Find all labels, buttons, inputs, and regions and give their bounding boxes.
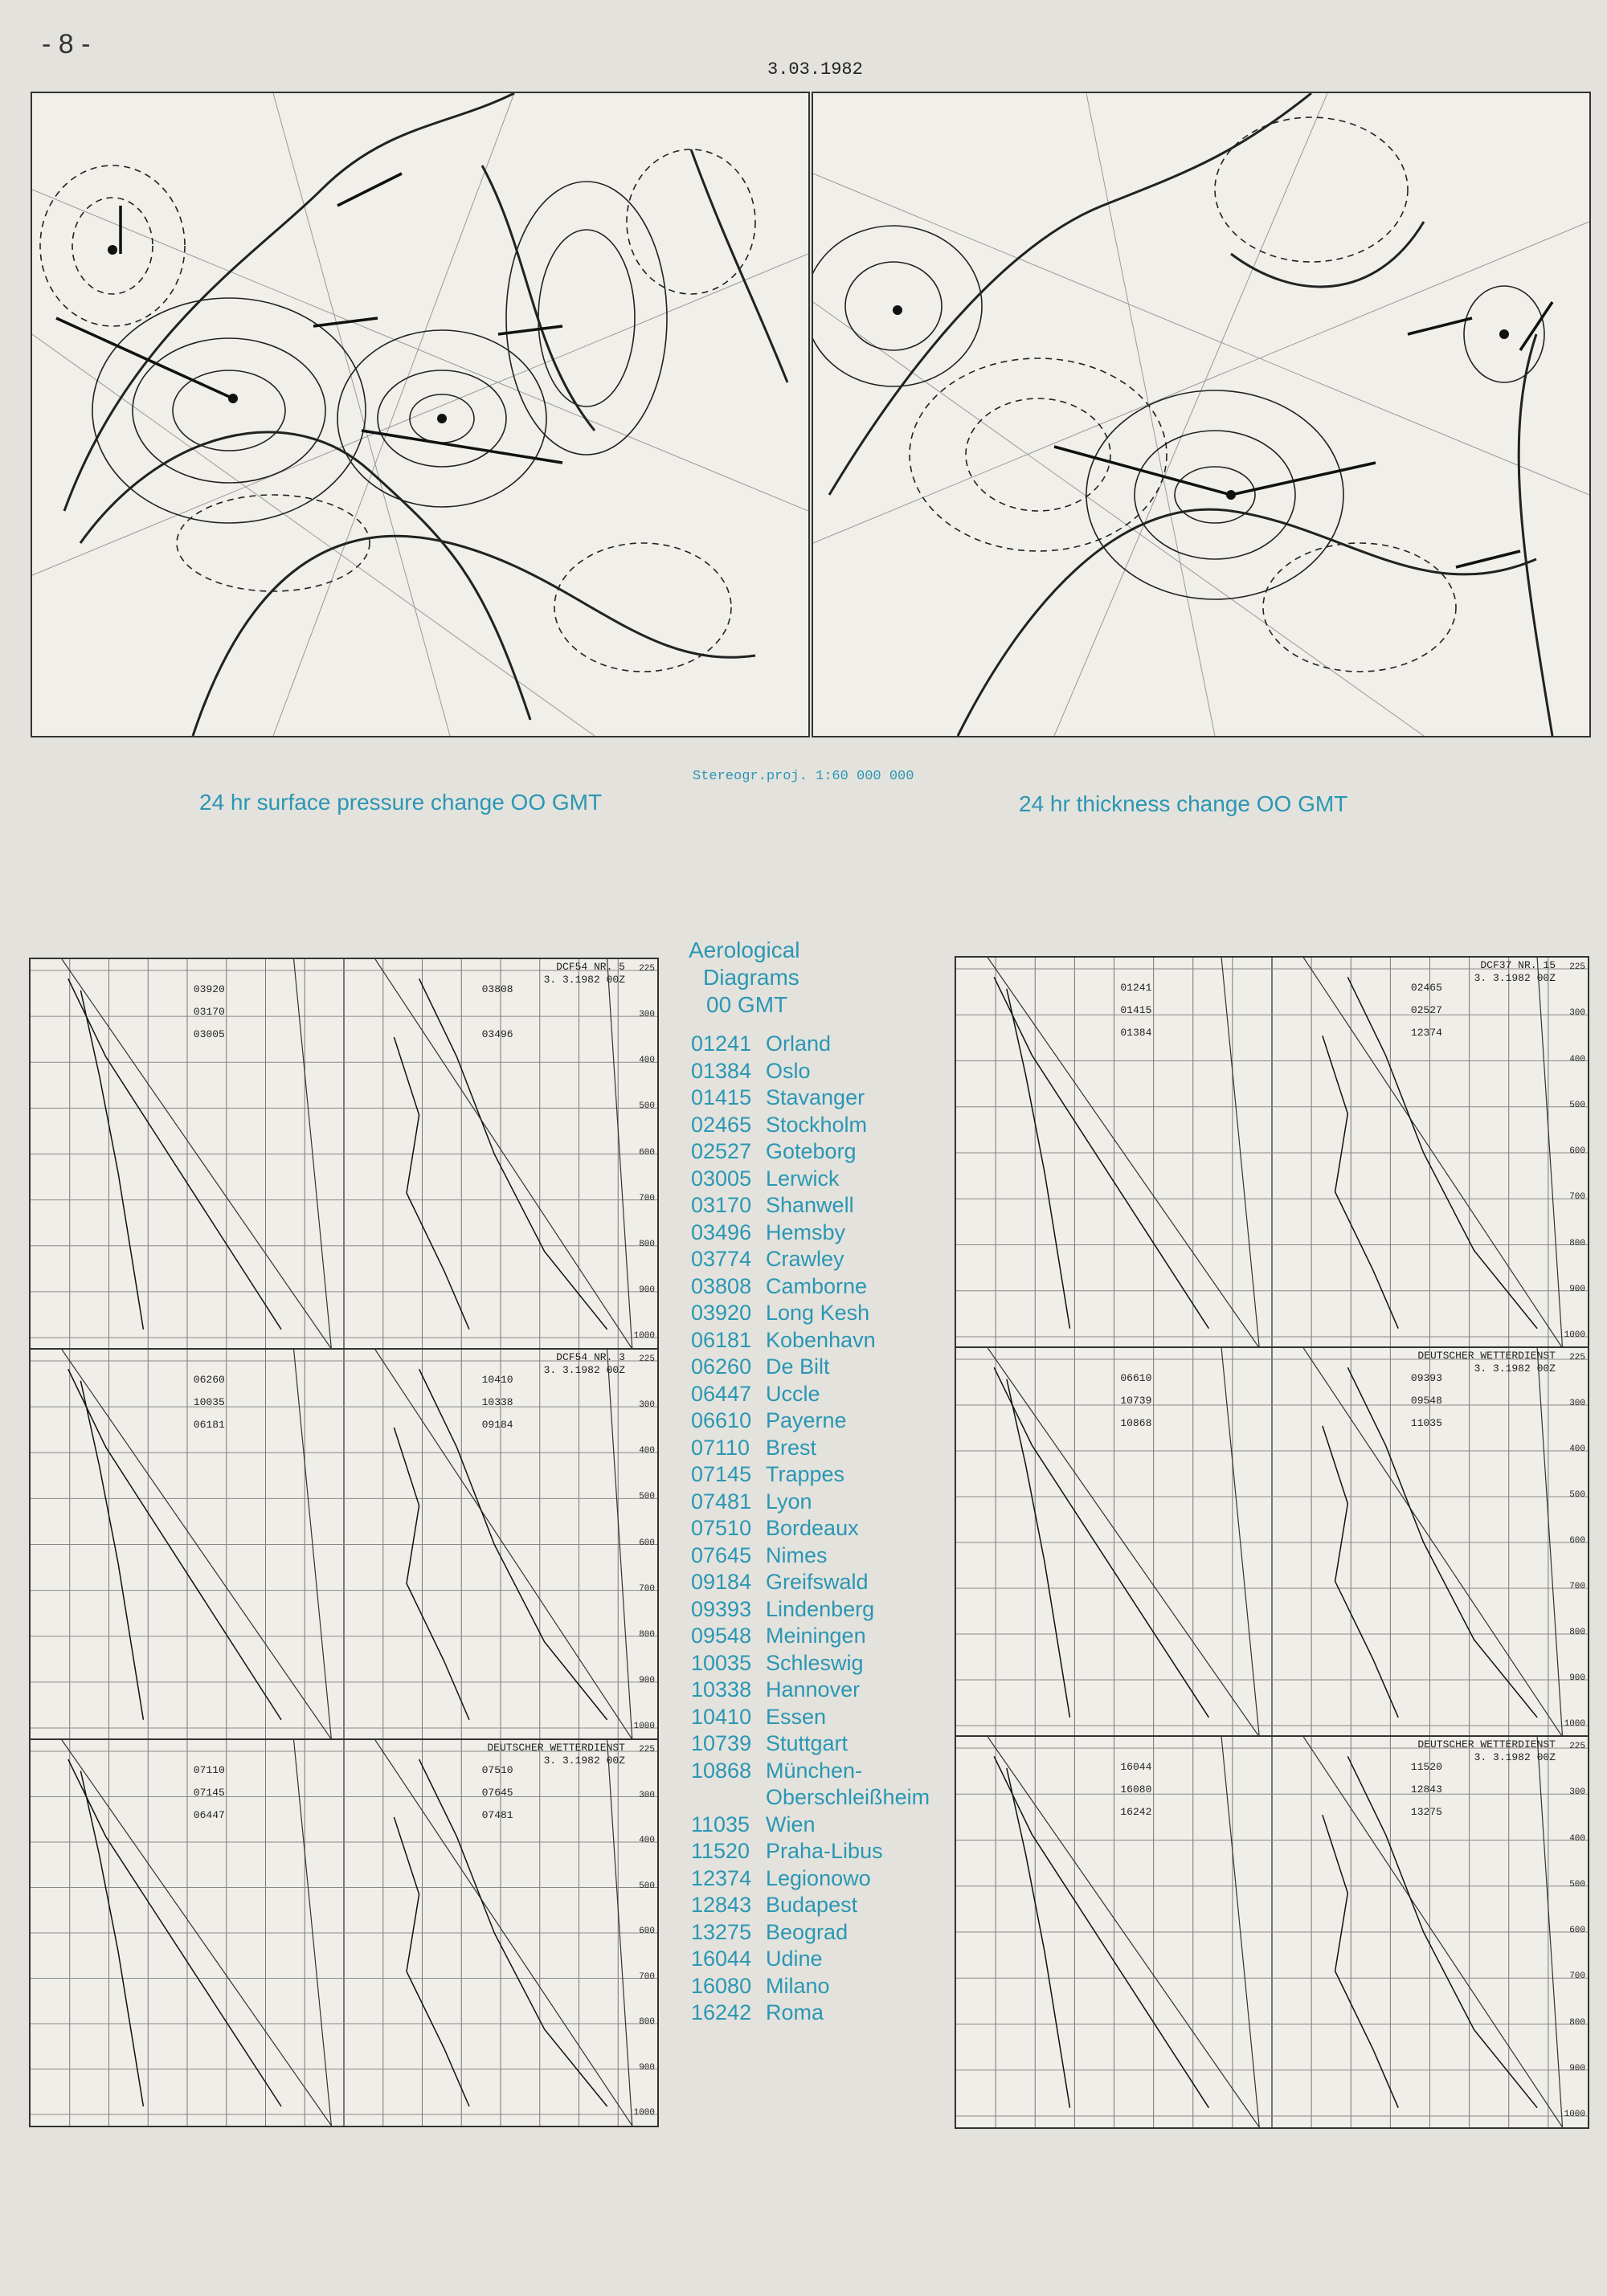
station-name: Lindenberg	[766, 1596, 875, 1621]
station-list-item	[691, 1300, 930, 1327]
station-code: 09184	[691, 1570, 752, 1594]
station-name: Lerwick	[766, 1166, 840, 1191]
station-name: München-	[766, 1758, 863, 1783]
station-name: Roma	[766, 2000, 824, 2024]
station-list-item	[691, 1085, 930, 1112]
station-code: 12843	[691, 1893, 752, 1917]
diagram-date: 3. 3.1982 00Z	[543, 1364, 625, 1376]
station-code: 06181	[691, 1327, 752, 1352]
diagram-station-id: 07110	[193, 1764, 225, 1776]
station-name: Kobenhavn	[766, 1327, 876, 1352]
station-name: Meiningen	[766, 1624, 866, 1648]
station-name: Bordeaux	[766, 1516, 859, 1540]
pressure-level-label: 400	[639, 1836, 655, 1845]
diagram-station-id: 01415	[1120, 1004, 1152, 1016]
diagram-station-id: 07645	[481, 1787, 513, 1799]
station-code: 09393	[691, 1596, 752, 1621]
pressure-level-label: 800	[1569, 1628, 1585, 1637]
diagram-header: DEUTSCHER WETTERDIENST	[1417, 1738, 1556, 1751]
pressure-level-label: 225	[639, 1354, 655, 1364]
surface-pressure-change-map	[31, 92, 810, 737]
diagram-station-id: 11035	[1410, 1417, 1442, 1429]
station-code: 07145	[691, 1462, 752, 1486]
station-code: 03774	[691, 1247, 752, 1271]
pressure-level-label: 700	[1569, 1192, 1585, 1203]
diagram-header: DCF37 NR. 15	[1480, 959, 1556, 971]
station-name: Beograd	[766, 1919, 848, 1944]
diagram-station-id: 06260	[193, 1374, 225, 1386]
pressure-level-label: 1000	[633, 1331, 655, 1341]
diagram-station-id: 10035	[193, 1396, 225, 1408]
pressure-level-label: 400	[1569, 1054, 1585, 1064]
station-code: 07510	[691, 1516, 752, 1540]
diagram-station-id: 06610	[1120, 1372, 1152, 1384]
pressure-level-label: 1000	[1564, 1719, 1585, 1729]
pressure-level-label: 800	[639, 2017, 655, 2027]
diagram-station-id: 11520	[1410, 1761, 1442, 1773]
diagram-station-id: 03920	[193, 983, 225, 995]
station-code: 11035	[691, 1812, 750, 1836]
diagram-station-id: 10338	[481, 1396, 513, 1408]
station-name: Praha-Libus	[766, 1839, 883, 1863]
pressure-level-label: 500	[1569, 1879, 1585, 1890]
station-list-item	[691, 1515, 930, 1542]
station-code: 03496	[691, 1219, 752, 1244]
diagram-station-id: 09548	[1410, 1395, 1442, 1407]
station-name: Stavanger	[766, 1085, 865, 1109]
pressure-level-label: 225	[1569, 1353, 1585, 1362]
station-name: Stuttgart	[766, 1731, 848, 1755]
station-name: Milano	[766, 1973, 830, 1998]
diagram-date: 3. 3.1982 00Z	[1474, 972, 1556, 984]
pressure-level-label: 1000	[633, 1722, 655, 1731]
station-code: 12374	[691, 1865, 752, 1890]
pressure-level-label: 700	[639, 1193, 655, 1203]
diagram-station-id: 10410	[481, 1374, 513, 1386]
left-map-caption: 24 hr surface pressure change OO GMT	[199, 790, 603, 815]
station-list-item	[691, 1838, 930, 1865]
pressure-level-label: 900	[639, 1675, 655, 1685]
pressure-level-label: 500	[639, 1101, 655, 1112]
station-list-item	[691, 1489, 930, 1516]
station-list-item	[691, 1407, 930, 1435]
station-name: Uccle	[766, 1381, 820, 1406]
pressure-level-label: 500	[639, 1492, 655, 1502]
station-code: 16044	[691, 1947, 752, 1971]
station-code: 10035	[691, 1650, 752, 1675]
pressure-level-label: 300	[1569, 1008, 1585, 1019]
diagram-header: DCF54 NR. 5	[556, 961, 625, 973]
aerological-diagram-panel	[955, 956, 1589, 1350]
station-list-item	[691, 1865, 930, 1893]
station-list-item	[691, 1138, 930, 1166]
station-name: Oslo	[766, 1058, 811, 1083]
projection-note: Stereogr.proj. 1:60 000 000	[693, 769, 914, 784]
station-code: 16080	[691, 1973, 752, 1998]
diagram-station-id: 02465	[1410, 982, 1442, 994]
station-name: Hemsby	[766, 1219, 846, 1244]
station-list-item	[691, 1246, 930, 1273]
diagram-station-id: 03170	[193, 1006, 225, 1018]
station-list-item	[691, 1435, 930, 1462]
station-code: 06447	[691, 1381, 752, 1406]
thickness-change-map	[812, 92, 1591, 737]
pressure-level-label: 1000	[1564, 2110, 1585, 2119]
diagram-grid	[31, 959, 657, 1349]
diagram-grid	[31, 1740, 657, 2126]
station-name: Nimes	[766, 1542, 828, 1567]
station-list-item	[691, 1542, 930, 1570]
station-list-item	[691, 1812, 930, 1839]
station-list-item	[691, 1461, 930, 1489]
pressure-level-label: 400	[1569, 1444, 1585, 1454]
pressure-level-label: 300	[639, 1400, 655, 1411]
diagram-station-id: 07481	[481, 1809, 513, 1821]
station-list-item	[691, 1892, 930, 1919]
pressure-level-label: 400	[639, 1446, 655, 1456]
station-list-item	[691, 1650, 930, 1677]
pressure-level-label: 225	[1569, 1742, 1585, 1751]
station-list-item	[691, 1273, 930, 1301]
page-number: - 8 -	[42, 29, 91, 59]
station-code: 09548	[691, 1624, 752, 1648]
station-list-item	[691, 1596, 930, 1624]
station-code: 13275	[691, 1919, 752, 1944]
diagram-station-id: 16044	[1120, 1761, 1152, 1773]
station-name: Schleswig	[766, 1650, 864, 1675]
station-list-item	[691, 1031, 930, 1058]
diagram-station-id: 10868	[1120, 1417, 1152, 1429]
station-list-item	[691, 1946, 930, 1973]
diagram-station-id: 10739	[1120, 1395, 1152, 1407]
station-code: 07110	[691, 1435, 750, 1460]
aerological-diagram-panel	[29, 1348, 659, 1741]
diagram-station-id: 09393	[1410, 1372, 1442, 1384]
station-list-item	[691, 1192, 930, 1219]
diagram-station-id: 16080	[1120, 1783, 1152, 1796]
station-name: Goteborg	[766, 1139, 857, 1163]
station-name: Long Kesh	[766, 1301, 870, 1325]
station-code: 10410	[691, 1704, 752, 1729]
pressure-level-label: 600	[1569, 1536, 1585, 1546]
pressure-level-label: 400	[639, 1056, 655, 1066]
diagram-date: 3. 3.1982 00Z	[543, 974, 625, 986]
diagram-date: 3. 3.1982 00Z	[543, 1755, 625, 1767]
diagram-station-id: 01384	[1120, 1027, 1152, 1039]
diagram-station-id: 03005	[193, 1028, 225, 1040]
station-code: 02527	[691, 1139, 752, 1163]
station-code: 06610	[691, 1408, 752, 1432]
issue-date: 3.03.1982	[767, 59, 863, 80]
pressure-level-label: 300	[1569, 1399, 1585, 1408]
station-name: Crawley	[766, 1247, 844, 1271]
diagram-header: DCF54 NR. 3	[556, 1351, 625, 1363]
pressure-level-label: 700	[639, 1971, 655, 1982]
pressure-level-label: 1000	[633, 2108, 655, 2118]
pressure-level-label: 1000	[1564, 1330, 1585, 1340]
station-code: 06260	[691, 1354, 752, 1379]
pressure-level-label: 500	[1569, 1100, 1585, 1110]
diagram-station-id: 16242	[1120, 1806, 1152, 1818]
station-name: Brest	[766, 1435, 817, 1460]
pressure-level-label: 900	[1569, 2063, 1585, 2073]
station-list-item	[691, 1973, 930, 2000]
pressure-level-label: 900	[639, 1285, 655, 1295]
pressure-level-label: 400	[1569, 1833, 1585, 1844]
diagram-station-id: 12843	[1410, 1783, 1442, 1796]
pressure-level-label: 500	[639, 1881, 655, 1891]
station-name: Shanwell	[766, 1193, 854, 1217]
pressure-level-label: 800	[1569, 1238, 1585, 1248]
pressure-level-label: 225	[639, 964, 655, 974]
aerological-title	[689, 937, 800, 1019]
aerological-line-1: Aerological	[689, 938, 800, 962]
station-name: Udine	[766, 1947, 823, 1971]
pressure-level-label: 300	[639, 1790, 655, 1800]
pressure-level-label: 700	[1569, 1971, 1585, 1982]
pressure-level-label: 900	[1569, 1673, 1585, 1683]
pressure-level-label: 900	[639, 2062, 655, 2073]
diagram-date: 3. 3.1982 00Z	[1474, 1362, 1556, 1375]
diagram-station-id: 12374	[1410, 1027, 1442, 1039]
station-name: De Bilt	[766, 1354, 830, 1379]
diagram-station-id: 06181	[193, 1419, 225, 1431]
pressure-level-label: 600	[639, 1538, 655, 1548]
pressure-level-label: 700	[1569, 1582, 1585, 1591]
station-code: 07645	[691, 1542, 752, 1567]
aerological-line-2: Diagrams	[703, 965, 799, 990]
station-list-item	[691, 1327, 930, 1354]
aerological-diagram-panel	[29, 958, 659, 1350]
station-list-item	[691, 1784, 930, 1812]
pressure-level-label: 800	[639, 1629, 655, 1640]
station-name: Lyon	[766, 1489, 812, 1514]
station-name: Camborne	[766, 1273, 868, 1298]
diagram-grid	[956, 1737, 1588, 2127]
diagram-grid	[956, 958, 1588, 1348]
diagram-station-id: 02527	[1410, 1004, 1442, 1016]
station-name: Greifswald	[766, 1570, 869, 1594]
station-name: Wien	[766, 1812, 816, 1836]
station-code: 11520	[691, 1839, 750, 1863]
station-name: Essen	[766, 1704, 827, 1729]
aerological-line-3: 00 GMT	[706, 992, 788, 1017]
pressure-level-label: 225	[1569, 962, 1585, 972]
diagram-station-id: 09184	[481, 1419, 513, 1431]
station-list-item	[691, 1704, 930, 1731]
diagram-grid	[956, 1348, 1588, 1737]
station-code: 07481	[691, 1489, 752, 1514]
diagram-station-id: 01241	[1120, 982, 1152, 994]
diagram-station-id: 07510	[481, 1764, 513, 1776]
pressure-level-label: 600	[1569, 1926, 1585, 1935]
pressure-level-label: 900	[1569, 1284, 1585, 1294]
station-list-item	[691, 1623, 930, 1650]
station-list	[691, 1031, 930, 2027]
station-list-item	[691, 1219, 930, 1247]
right-map-caption: 24 hr thickness change OO GMT	[1019, 791, 1348, 816]
diagram-station-id: 13275	[1410, 1806, 1442, 1818]
pressure-level-label: 500	[1569, 1490, 1585, 1500]
station-name: Oberschleißheim	[766, 1785, 930, 1809]
station-list-item	[691, 1758, 930, 1785]
aerological-diagram-panel	[955, 1735, 1589, 2129]
station-code: 01241	[691, 1032, 752, 1056]
station-list-item	[691, 1112, 930, 1139]
station-name: Payerne	[766, 1408, 847, 1432]
station-code: 01415	[691, 1085, 752, 1109]
station-code: 03808	[691, 1273, 752, 1298]
diagram-station-id: 03808	[481, 983, 513, 995]
diagram-header: DEUTSCHER WETTERDIENST	[487, 1742, 625, 1754]
pressure-level-label: 300	[639, 1010, 655, 1020]
pressure-level-label: 800	[1569, 2017, 1585, 2028]
station-list-item	[691, 1166, 930, 1193]
station-list-item	[691, 1919, 930, 1947]
station-list-item	[691, 1381, 930, 1408]
station-list-item	[691, 1058, 930, 1085]
station-list-item	[691, 1569, 930, 1596]
station-code: 03005	[691, 1166, 752, 1191]
station-name: Stockholm	[766, 1112, 868, 1137]
station-code: 02465	[691, 1112, 752, 1137]
pressure-level-label: 600	[639, 1147, 655, 1158]
station-name: Hannover	[766, 1677, 861, 1702]
diagram-station-id: 07145	[193, 1787, 225, 1799]
diagram-station-id: 06447	[193, 1809, 225, 1821]
pressure-level-label: 300	[1569, 1787, 1585, 1798]
station-code: 01384	[691, 1058, 752, 1083]
station-code: 03170	[691, 1193, 752, 1217]
station-code: 03920	[691, 1301, 752, 1325]
pressure-level-label: 225	[639, 1745, 655, 1755]
pressure-level-label: 700	[639, 1583, 655, 1594]
diagram-station-id: 03496	[481, 1028, 513, 1040]
station-name: Orland	[766, 1032, 832, 1056]
diagram-date: 3. 3.1982 00Z	[1474, 1751, 1556, 1763]
diagram-grid	[31, 1350, 657, 1739]
station-code: 10868	[691, 1758, 752, 1783]
station-list-item	[691, 2000, 930, 2027]
station-list-item	[691, 1354, 930, 1381]
station-name: Budapest	[766, 1893, 858, 1917]
pressure-level-label: 600	[1569, 1146, 1585, 1156]
pressure-level-label: 600	[639, 1926, 655, 1936]
station-code: 16242	[691, 2000, 752, 2024]
station-list-item	[691, 1730, 930, 1758]
station-name: Legionowo	[766, 1865, 871, 1890]
aerological-diagram-panel	[955, 1346, 1589, 1738]
pressure-level-label: 800	[639, 1239, 655, 1249]
station-code: 10739	[691, 1731, 752, 1755]
station-list-item	[691, 1677, 930, 1704]
aerological-diagram-panel	[29, 1738, 659, 2127]
station-code: 10338	[691, 1677, 752, 1702]
diagram-header: DEUTSCHER WETTERDIENST	[1417, 1350, 1556, 1362]
station-name: Trappes	[766, 1462, 845, 1486]
